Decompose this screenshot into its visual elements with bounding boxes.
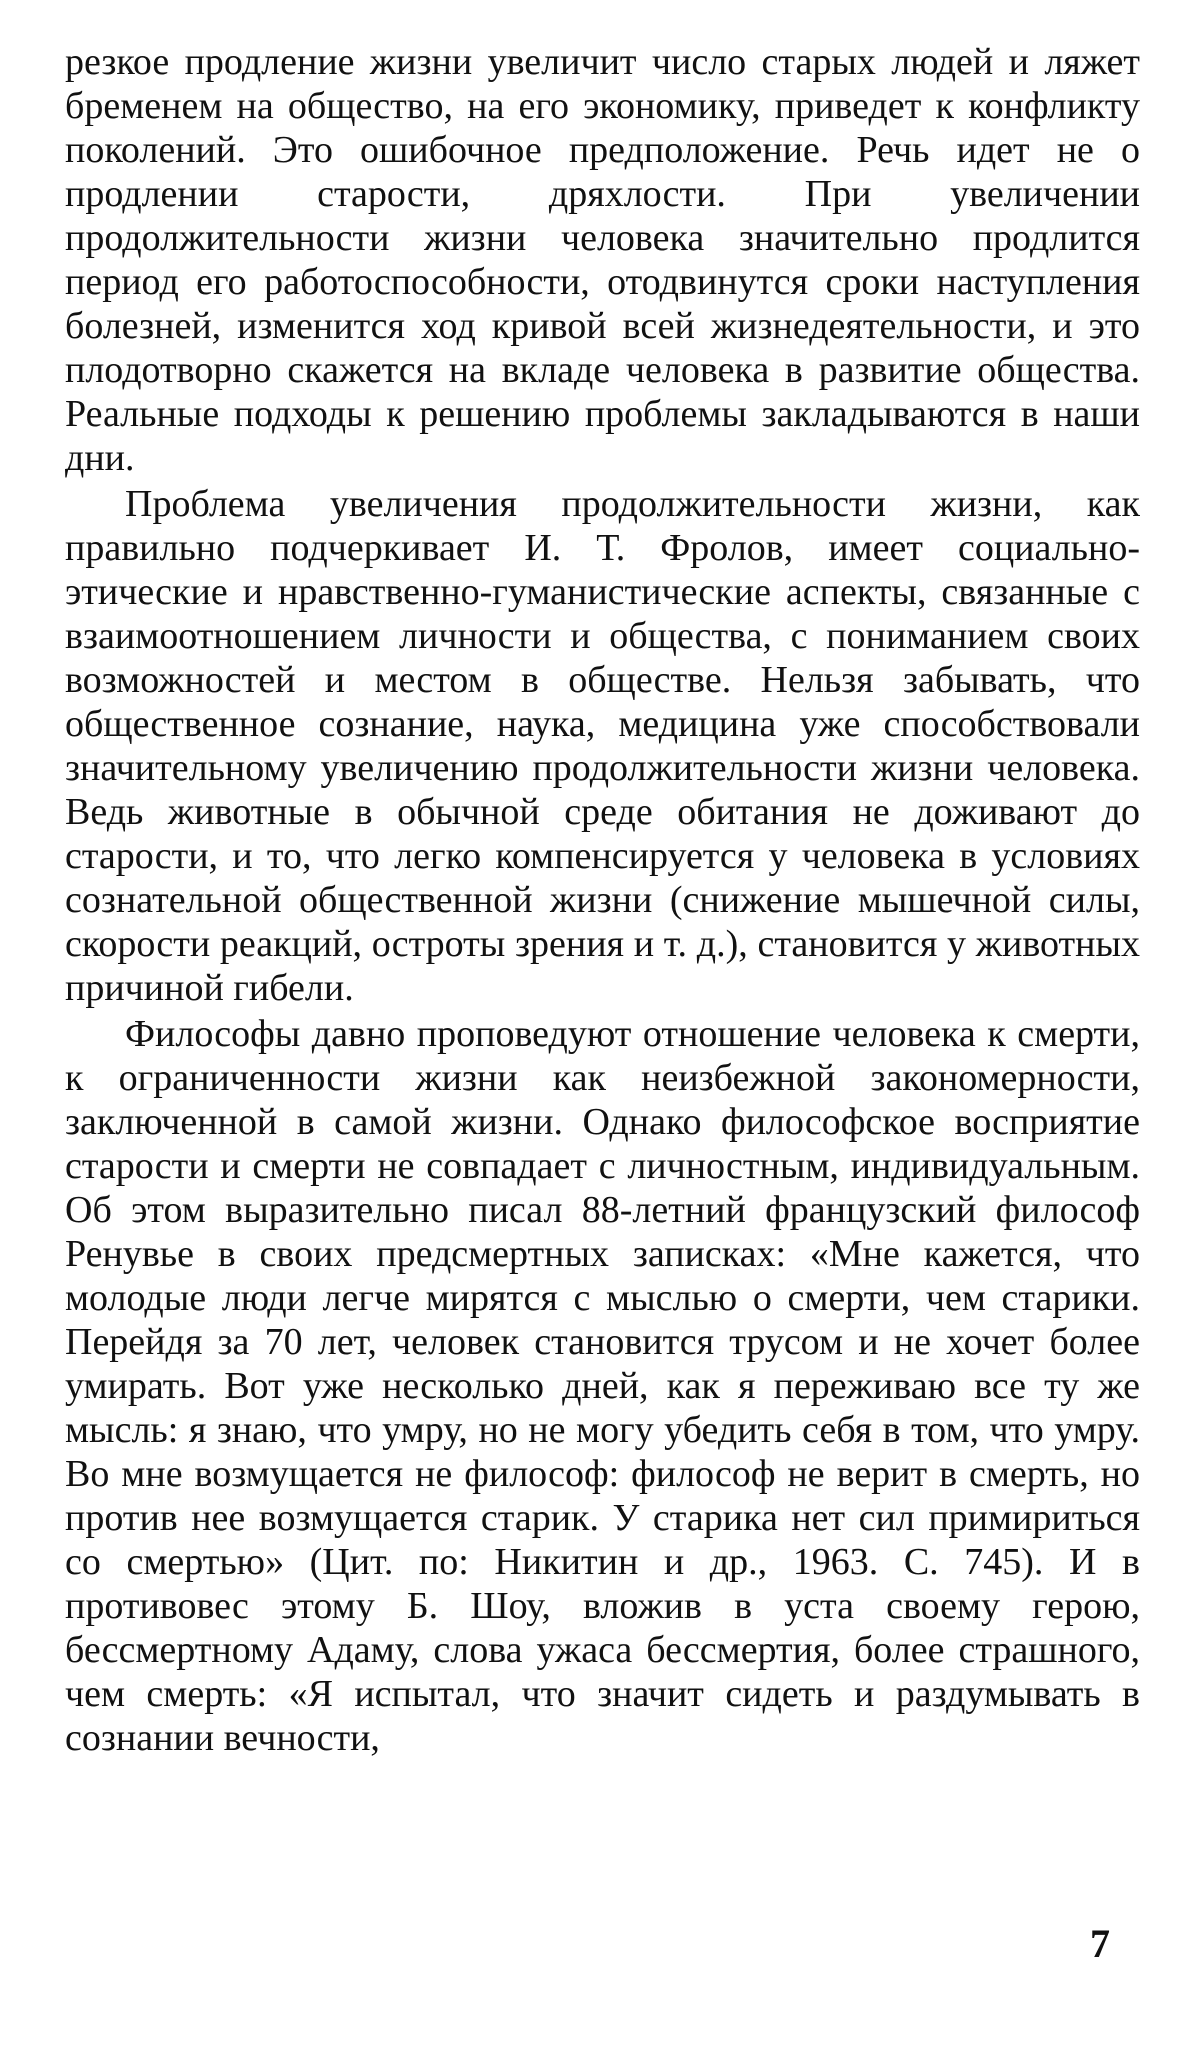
paragraph-2: Проблема увеличения продолжительности жизни, как правильно подчеркивает И. Т. Фролов, имеет социально-этические и нравственно-гуманистические аспекты, связанные с взаимоотношением личности и общества, с пониманием своих возможностей и местом в обществе. Нельзя забывать, что общественное сознание, наука, медицина уже способствовали значительному увеличению продолжительности жизни человека. Ведь животные в обычной среде обитания не доживают до старости, и то, что легко компенсируется у человека в условиях сознательной общественной жизни (снижение мышечной силы, скорости реакций, остроты зрения и т. д.), становится у животных причиной гибели.: [65, 483, 1140, 1009]
paragraph-3: Философы давно проповедуют отношение человека к смерти, к ограниченности жизни как неизбежной закономерности, заключенной в самой жизни. Однако философское восприятие старости и смерти не совпадает с личностным, индивидуальным. Об этом выразительно писал 88-летний французский философ Ренувье в своих предсмертных записках: «Мне кажется, что молодые люди легче мирятся с мыслью о смерти, чем старики. Перейдя за 70 лет, человек становится трусом и не хочет более умирать. Вот уже несколько дней, как я переживаю все ту же мысль: я знаю, что умру, но не могу убедить себя в том, что умру. Во мне возмущается не философ: философ не верит в смерть, но против нее возмущается старик. У старика нет сил примириться со смертью» (Цит. по: Никитин и др., 1963. С. 745). И в противовес этому Б. Шоу, вложив в уста своему герою, бессмертному Адаму, слова ужаса бессмертия, более страшного, чем смерть: «Я испытал, что значит сидеть и раздумывать в сознании вечности,: [65, 1013, 1140, 1759]
page-number: 7: [1090, 1921, 1110, 1966]
page-body: [65, 40, 1140, 1760]
paragraph-1: резкое продление жизни увеличит число старых людей и ляжет бременем на общество, на его экономику, приведет к конфликту поколений. Это ошибочное предположение. Речь идет не о продлении старости, дряхлости. При увеличении продолжительности жизни человека значительно продлится период его работоспособности, отодвинутся сроки наступления болезней, изменится ход кривой всей жизнедеятельности, и это плодотворно скажется на вкладе человека в развитие общества. Реальные подходы к решению проблемы закладываются в наши дни.: [65, 41, 1140, 479]
